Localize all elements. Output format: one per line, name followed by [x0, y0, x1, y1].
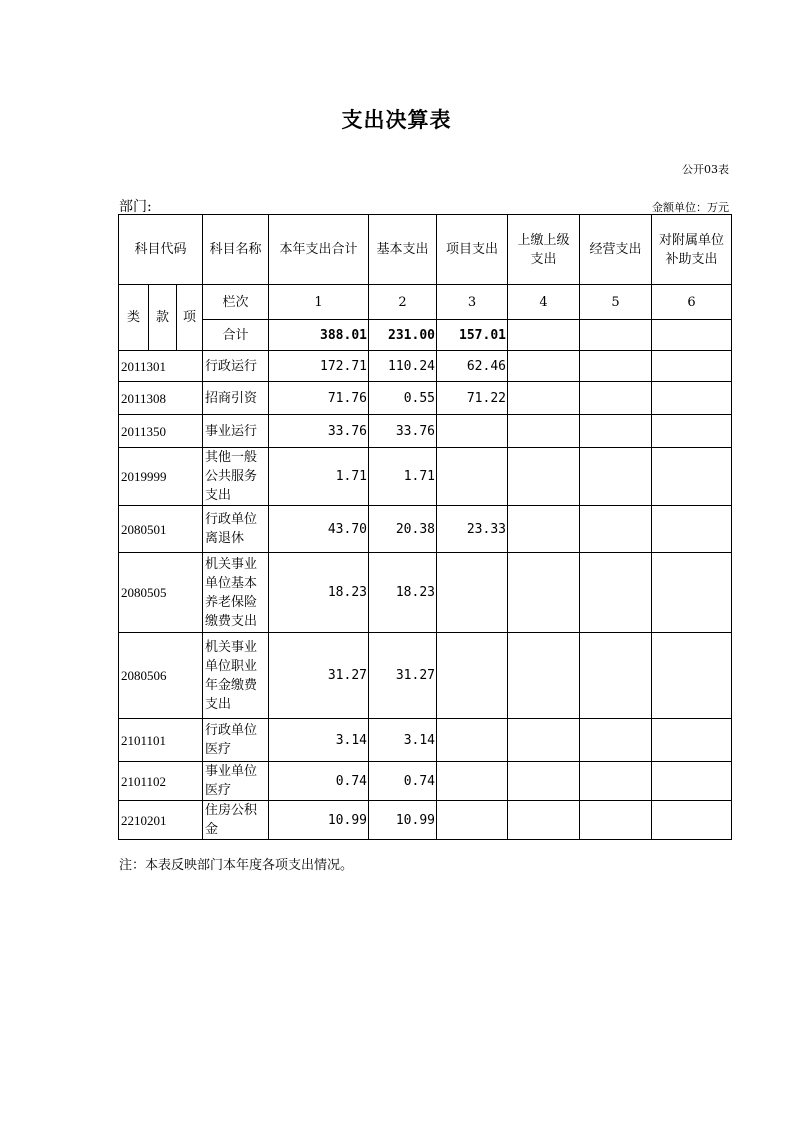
document-code: 公开03表 [682, 163, 729, 176]
column-number-row [119, 285, 732, 320]
table-row [119, 448, 732, 506]
table-row [119, 719, 732, 762]
basic-cell: 110.24 [369, 351, 437, 382]
subject-code-cell: 2011350 [119, 415, 203, 448]
total-cell: 172.71 [269, 351, 369, 382]
subject-code-cell: 2011308 [119, 382, 203, 415]
business-cell [580, 719, 652, 762]
header-basic: 基本支出 [369, 215, 437, 285]
basic-cell: 33.76 [369, 415, 437, 448]
project-cell [437, 762, 508, 801]
subject-name-cell: 住房公积金 [203, 801, 269, 840]
total-cell: 31.27 [269, 633, 369, 719]
subject-name-cell: 其他一般公共服务支出 [203, 448, 269, 506]
total-basic: 231.00 [369, 320, 437, 351]
column-number: 5 [580, 285, 652, 320]
subject-name-cell: 行政运行 [203, 351, 269, 382]
subject-name-cell: 招商引资 [203, 382, 269, 415]
subject-name-cell: 机关事业单位基本养老保险缴费支出 [203, 553, 269, 633]
footnote: 注：本表反映部门本年度各项支出情况。 [119, 858, 354, 873]
table-row [119, 351, 732, 382]
upper-cell [508, 553, 580, 633]
subject-name-cell: 事业运行 [203, 415, 269, 448]
header-subject-name: 科目名称 [203, 215, 269, 285]
header-upper: 上缴上级支出 [508, 215, 580, 285]
subject-code-cell: 2101101 [119, 719, 203, 762]
upper-cell [508, 382, 580, 415]
header-subsidy: 对附属单位补助支出 [652, 215, 732, 285]
subsidy-cell [652, 801, 732, 840]
subsidy-cell [652, 762, 732, 801]
upper-cell [508, 719, 580, 762]
subject-name-cell: 机关事业单位职业年金缴费支出 [203, 633, 269, 719]
subsidy-cell [652, 351, 732, 382]
subsidy-cell [652, 382, 732, 415]
upper-cell [508, 415, 580, 448]
subject-code-cell: 2011301 [119, 351, 203, 382]
project-cell [437, 719, 508, 762]
project-cell: 62.46 [437, 351, 508, 382]
business-cell [580, 506, 652, 553]
business-cell [580, 415, 652, 448]
column-number: 2 [369, 285, 437, 320]
subsidy-cell [652, 448, 732, 506]
total-cell: 10.99 [269, 801, 369, 840]
basic-cell: 20.38 [369, 506, 437, 553]
business-cell [580, 382, 652, 415]
project-cell [437, 801, 508, 840]
basic-cell: 10.99 [369, 801, 437, 840]
project-cell [437, 633, 508, 719]
table-row [119, 801, 732, 840]
subsidy-cell [652, 415, 732, 448]
table-row [119, 762, 732, 801]
upper-cell [508, 633, 580, 719]
total-cell: 43.70 [269, 506, 369, 553]
table-row [119, 382, 732, 415]
business-cell [580, 351, 652, 382]
header-project: 项目支出 [437, 215, 508, 285]
page-title: 支出决算表 [341, 108, 452, 132]
subject-code-cell: 2080501 [119, 506, 203, 553]
subject-code-cell: 2019999 [119, 448, 203, 506]
table-row [119, 553, 732, 633]
total-amount: 388.01 [269, 320, 369, 351]
subject-name-cell: 行政单位医疗 [203, 719, 269, 762]
project-cell [437, 553, 508, 633]
subsidy-cell [652, 553, 732, 633]
column-number: 6 [652, 285, 732, 320]
table-row [119, 633, 732, 719]
total-cell: 18.23 [269, 553, 369, 633]
table-row [119, 415, 732, 448]
total-cell: 33.76 [269, 415, 369, 448]
amount-unit-label: 金额单位：万元 [652, 201, 729, 214]
column-number: 4 [508, 285, 580, 320]
business-cell [580, 762, 652, 801]
total-cell: 3.14 [269, 719, 369, 762]
project-cell [437, 448, 508, 506]
subject-code-cell: 2210201 [119, 801, 203, 840]
upper-cell [508, 351, 580, 382]
empty-cell [652, 320, 732, 351]
business-cell [580, 448, 652, 506]
basic-cell: 0.55 [369, 382, 437, 415]
basic-cell: 18.23 [369, 553, 437, 633]
basic-cell: 31.27 [369, 633, 437, 719]
subject-code-cell: 2080505 [119, 553, 203, 633]
project-cell [437, 415, 508, 448]
business-cell [580, 553, 652, 633]
basic-cell: 0.74 [369, 762, 437, 801]
business-cell [580, 801, 652, 840]
header-lei: 类 [119, 285, 149, 351]
header-total: 本年支出合计 [269, 215, 369, 285]
empty-cell [508, 320, 580, 351]
subsidy-cell [652, 506, 732, 553]
total-label: 合计 [203, 320, 269, 351]
upper-cell [508, 801, 580, 840]
subsidy-cell [652, 633, 732, 719]
subsidy-cell [652, 719, 732, 762]
expenditure-table [118, 214, 732, 840]
upper-cell [508, 448, 580, 506]
total-row [119, 320, 732, 351]
subject-name-cell: 事业单位医疗 [203, 762, 269, 801]
subject-name-cell: 行政单位离退休 [203, 506, 269, 553]
header-kuan: 款 [149, 285, 177, 351]
total-cell: 0.74 [269, 762, 369, 801]
total-cell: 71.76 [269, 382, 369, 415]
upper-cell [508, 762, 580, 801]
header-subject-code: 科目代码 [119, 215, 203, 285]
total-cell: 1.71 [269, 448, 369, 506]
header-row [119, 215, 732, 285]
column-number: 3 [437, 285, 508, 320]
business-cell [580, 633, 652, 719]
subject-code-cell: 2101102 [119, 762, 203, 801]
subject-code-cell: 2080506 [119, 633, 203, 719]
total-project: 157.01 [437, 320, 508, 351]
basic-cell: 3.14 [369, 719, 437, 762]
basic-cell: 1.71 [369, 448, 437, 506]
header-business: 经营支出 [580, 215, 652, 285]
column-number: 1 [269, 285, 369, 320]
empty-cell [580, 320, 652, 351]
project-cell: 23.33 [437, 506, 508, 553]
header-column-index: 栏次 [203, 285, 269, 320]
header-xiang: 项 [177, 285, 203, 351]
table-row [119, 506, 732, 553]
upper-cell [508, 506, 580, 553]
department-label: 部门: [119, 199, 152, 215]
project-cell: 71.22 [437, 382, 508, 415]
